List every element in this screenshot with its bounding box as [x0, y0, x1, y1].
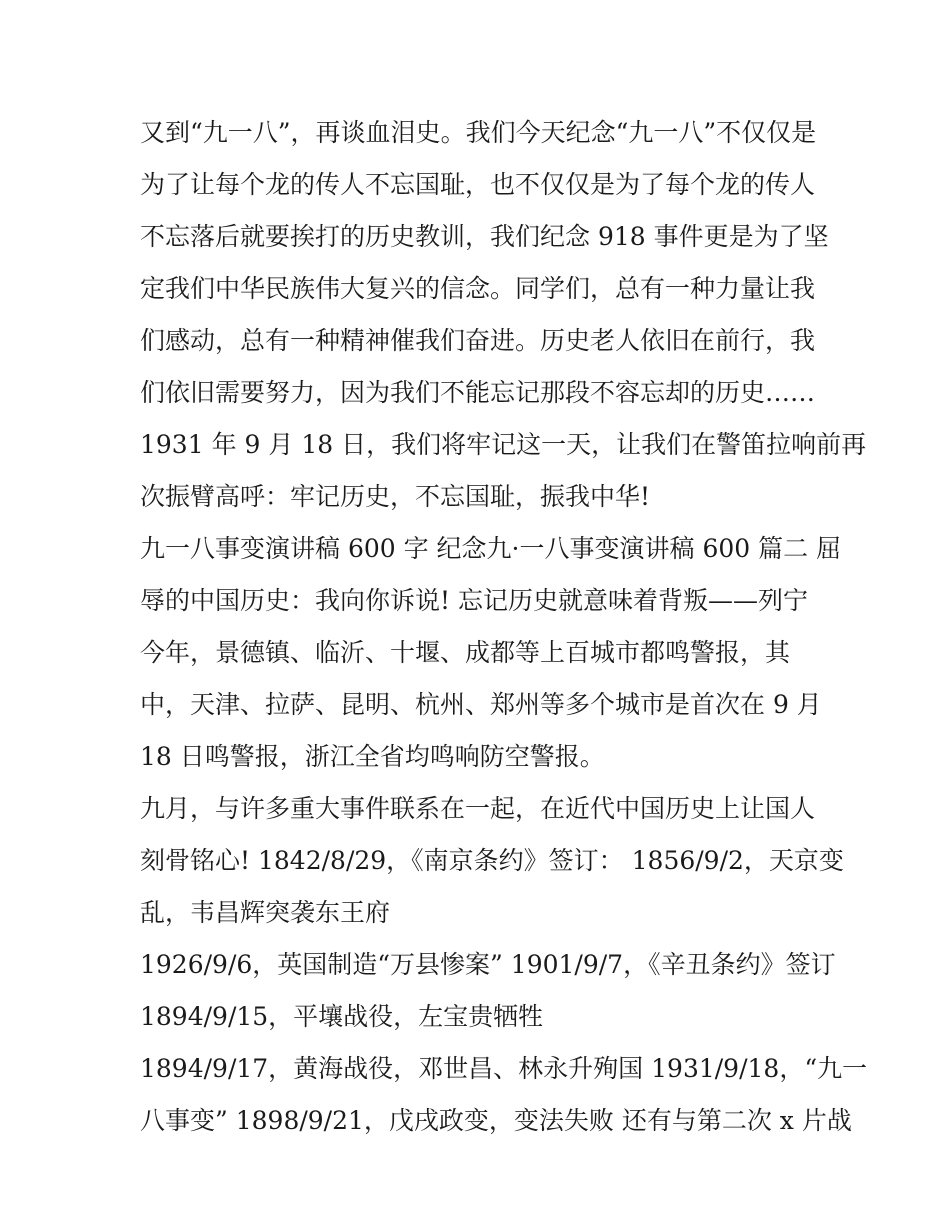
text-line: 九月，与许多重大事件联系在一起，在近代中国历史上让国人	[140, 794, 816, 823]
text-line: 1894/9/15，平壤战役，左宝贵牺牲	[140, 1002, 544, 1031]
text-line: 今年，景德镇、临沂、十堰、成都等上百城市都鸣警报，其	[140, 638, 791, 667]
text-line: 刻骨铭心! 1842/8/29，《南京条约》签订： 1856/9/2，天京变	[140, 846, 844, 875]
document-body	[140, 107, 868, 1147]
text-line: 18 日鸣警报，浙江全省均鸣响防空警报。	[140, 742, 605, 771]
text-line: 又到“九一八”，再谈血泪史。我们今天纪念“九一八”不仅仅是	[140, 118, 817, 147]
text-line: 1931 年 9 月 18 日，我们将牢记这一天，让我们在警笛拉响前再	[140, 430, 867, 459]
text-line: 乱，韦昌辉突袭东王府	[140, 898, 391, 927]
text-line: 1926/9/6，英国制造“万县惨案” 1901/9/7，《辛丑条约》签订	[140, 950, 836, 979]
text-line: 不忘落后就要挨打的历史教训，我们纪念 918 事件更是为了坚	[140, 222, 829, 251]
text-line: 辱的中国历史：我向你诉说! 忘记历史就意味着背叛——列宁	[140, 586, 808, 615]
text-line: 们感动，总有一种精神催我们奋进。历史老人依旧在前行，我	[140, 326, 816, 355]
text-line: 1894/9/17，黄海战役，邓世昌、林永升殉国 1931/9/18，“九一	[140, 1054, 868, 1083]
text-line: 定我们中华民族伟大复兴的信念。同学们，总有一种力量让我	[140, 274, 816, 303]
text-line: 八事变” 1898/9/21，戊戌政变，变法失败 还有与第二次 x 片战	[140, 1106, 852, 1135]
text-line: 次振臂高呼：牢记历史，不忘国耻，振我中华!	[140, 482, 651, 511]
text-line: 九一八事变演讲稿 600 字 纪念九·一八事变演讲稿 600 篇二 屈	[140, 534, 842, 563]
text-line: 中，天津、拉萨、昆明、杭州、郑州等多个城市是首次在 9 月	[140, 690, 822, 719]
text-line: 们依旧需要努力，因为我们不能忘记那段不容忘却的历史……	[140, 378, 816, 407]
text-line: 为了让每个龙的传人不忘国耻，也不仅仅是为了每个龙的传人	[140, 170, 816, 199]
